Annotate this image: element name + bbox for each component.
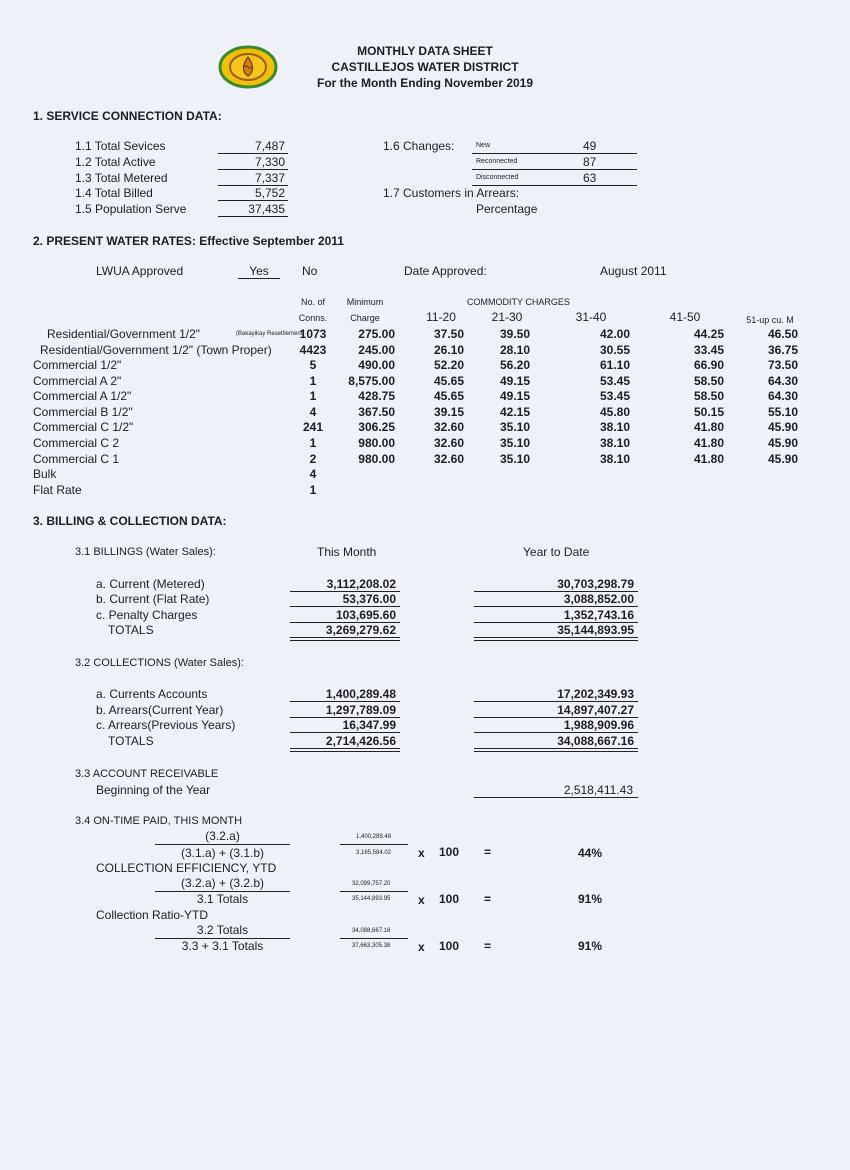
ytd-value: 14,897,407.27 (557, 703, 634, 717)
month-value: 1,297,789.09 (325, 703, 396, 717)
label: 1.2 Total Active (75, 155, 156, 169)
commodity-value: 32.60 (433, 436, 464, 450)
value: 49 (583, 139, 597, 153)
commodity-value: 49.15 (499, 374, 530, 388)
conns-value: 5 (309, 358, 317, 372)
col-header: 21-30 (491, 310, 523, 324)
subheading: 3.1 BILLINGS (Water Sales): (75, 546, 216, 558)
col-header: Year to Date (523, 545, 590, 559)
commodity-value: 52.20 (433, 358, 464, 372)
subheading: 3.4 ON-TIME PAID, THIS MONTH (75, 815, 243, 827)
month-value: 3,269,279.62 (325, 623, 396, 637)
commodity-value: 45.90 (767, 452, 798, 466)
formula-denominator: 3.3 + 3.1 Totals (181, 939, 264, 953)
value: 7,337 (254, 171, 285, 185)
subheading: 3.2 COLLECTIONS (Water Sales): (75, 657, 244, 669)
ytd-value: 17,202,349.93 (557, 687, 634, 701)
min-charge-value: 306.25 (358, 420, 395, 434)
formula-denominator: 3.1 Totals (196, 892, 249, 906)
row-label: c. Arrears(Previous Years) (96, 718, 236, 732)
sheet-title: MONTHLY DATA SHEET (357, 44, 493, 58)
rate-class: Commercial C 1/2" (33, 420, 134, 434)
row-label: b. Arrears(Current Year) (96, 703, 224, 717)
rate-class: Bulk (33, 467, 57, 481)
commodity-value: 58.50 (693, 374, 724, 388)
commodity-value: 46.50 (767, 327, 798, 341)
ytd-value: 35,144,893.95 (557, 623, 634, 637)
commodity-value: 42.00 (599, 327, 630, 341)
month-value: 103,695.60 (335, 608, 396, 622)
min-charge-value: 980.00 (358, 452, 395, 466)
row-label: a. Current (Metered) (96, 577, 205, 591)
label: LWUA Approved (96, 264, 184, 278)
section-heading: 1. SERVICE CONNECTION DATA: (33, 109, 222, 123)
commodity-value: 38.10 (599, 452, 630, 466)
rule-line (290, 732, 400, 733)
conns-value: 1 (309, 483, 317, 497)
rate-class: Commercial 1/2" (33, 358, 122, 372)
section-heading: 3. BILLING & COLLECTION DATA: (33, 514, 227, 528)
org-name: CASTILLEJOS WATER DISTRICT (331, 60, 519, 74)
col-header: 51-up cu. M (746, 315, 794, 325)
equals-sign: = (484, 892, 492, 906)
rate-class-note: (Bakayikay Resettlement) (236, 331, 305, 337)
value: August 2011 (600, 264, 667, 278)
label: 1.5 Population Serve (75, 202, 187, 216)
value: 34,088,667.16 (352, 928, 391, 934)
value: 7,487 (254, 139, 285, 153)
ytd-value: 34,088,667.16 (557, 734, 634, 748)
option-yes: Yes (238, 264, 280, 279)
commodity-value: 30.55 (599, 343, 630, 357)
commodity-value: 26.10 (433, 343, 464, 357)
multiply-sign: x (418, 893, 425, 907)
value: 3,165,584.02 (356, 850, 392, 856)
conns-value: 4423 (299, 343, 327, 357)
commodity-value: 41.80 (693, 452, 724, 466)
value: 5,752 (254, 186, 285, 200)
commodity-value: 38.10 (599, 436, 630, 450)
commodity-value: 32.60 (433, 452, 464, 466)
rule-line (290, 637, 400, 641)
subheading: 3.3 ACCOUNT RECEIVABLE (75, 768, 219, 780)
col-header: Conns. (298, 313, 328, 323)
rule-line (474, 732, 638, 733)
min-charge-value: 245.00 (358, 343, 395, 357)
col-header: 41-50 (669, 310, 701, 324)
conns-value: 4 (309, 467, 317, 481)
label: New (476, 142, 491, 149)
rate-class: Commercial A 1/2" (33, 389, 132, 403)
value: 32,099,757.20 (352, 881, 391, 887)
min-charge-value: 8,575.00 (348, 374, 395, 388)
commodity-value: 58.50 (693, 389, 724, 403)
label: 1.7 Customers in Arrears: (383, 186, 520, 200)
min-charge-value: 980.00 (358, 436, 395, 450)
rate-class: Commercial C 1 (33, 452, 120, 466)
col-header: Charge (350, 313, 380, 323)
label: 1.6 Changes: (383, 139, 455, 153)
result: 91% (578, 939, 603, 953)
label: 1.1 Total Sevices (75, 139, 166, 153)
commodity-value: 53.45 (599, 389, 630, 403)
rate-class: Commercial B 1/2" (33, 405, 133, 419)
commodity-value: 66.90 (693, 358, 724, 372)
value: 2,518,411.43 (563, 783, 633, 797)
month-value: 53,376.00 (342, 592, 396, 606)
commodity-value: 33.45 (693, 343, 724, 357)
rule-line (474, 606, 638, 607)
label: 1.4 Total Billed (75, 186, 153, 200)
value: 100 (439, 939, 460, 953)
commodity-value: 64.30 (767, 374, 798, 388)
col-header: This Month (317, 545, 377, 559)
row-label: c. Penalty Charges (96, 608, 198, 622)
value: 100 (439, 892, 460, 906)
label: Date Approved: (404, 264, 487, 278)
commodity-value: 35.10 (499, 452, 530, 466)
commodity-value: 73.50 (767, 358, 798, 372)
value: 100 (439, 845, 460, 859)
conns-value: 1 (309, 436, 317, 450)
formula-numerator: (3.2.a) (205, 829, 240, 843)
month-value: 3,112,208.02 (326, 577, 396, 591)
min-charge-value: 490.00 (358, 358, 395, 372)
month-value: 2,714,426.56 (325, 734, 396, 748)
rule-line (290, 748, 400, 752)
label: Reconnected (476, 158, 518, 165)
commodity-value: 50.15 (693, 405, 724, 419)
conns-value: 1073 (299, 327, 327, 341)
commodity-value: 39.15 (433, 405, 464, 419)
formula-numerator: 3.2 Totals (196, 923, 249, 937)
commodity-value: 35.10 (499, 436, 530, 450)
col-header: 11-20 (426, 310, 456, 324)
value: 35,144,893.95 (352, 896, 391, 902)
rule-line (290, 606, 400, 607)
label: Disconnected (476, 174, 519, 181)
value: 7,330 (254, 155, 285, 169)
ytd-value: 1,352,743.16 (563, 608, 634, 622)
period: For the Month Ending November 2019 (316, 76, 534, 90)
commodity-value: 32.60 (433, 420, 464, 434)
commodity-value: 56.20 (499, 358, 530, 372)
col-header: 31-40 (575, 310, 607, 324)
label: Beginning of the Year (96, 783, 211, 797)
row-label: a. Currents Accounts (96, 687, 208, 701)
commodity-value: 45.90 (767, 420, 798, 434)
commodity-value: 45.65 (433, 389, 464, 403)
value: 87 (583, 155, 597, 169)
multiply-sign: x (418, 846, 425, 860)
commodity-value: 55.10 (767, 405, 798, 419)
commodity-value: 61.10 (599, 358, 630, 372)
subheading: Collection Ratio-YTD (96, 908, 209, 922)
rate-class: Commercial C 2 (33, 436, 120, 450)
equals-sign: = (484, 845, 492, 859)
conns-value: 241 (302, 420, 324, 434)
row-label: TOTALS (108, 623, 154, 637)
rate-class: Flat Rate (33, 483, 82, 497)
rule-line (290, 701, 400, 702)
commodity-value: 42.15 (499, 405, 530, 419)
col-header: COMMODITY CHARGES (467, 297, 570, 307)
value: 63 (583, 171, 597, 185)
commodity-value: 37.50 (433, 327, 464, 341)
option-no: No (302, 264, 318, 278)
conns-value: 1 (309, 389, 317, 403)
commodity-value: 45.90 (767, 436, 798, 450)
row-label: TOTALS (108, 734, 154, 748)
commodity-value: 35.10 (499, 420, 530, 434)
commodity-value: 38.10 (599, 420, 630, 434)
result: 91% (578, 892, 603, 906)
row-label: b. Current (Flat Rate) (96, 592, 210, 606)
formula-numerator: (3.2.a) + (3.2.b) (180, 876, 265, 890)
conns-value: 2 (309, 452, 317, 466)
label: Percentage (476, 202, 538, 216)
min-charge-value: 275.00 (358, 327, 395, 341)
commodity-value: 36.75 (767, 343, 798, 357)
equals-sign: = (484, 939, 492, 953)
rate-class: Residential/Government 1/2" (47, 327, 201, 341)
multiply-sign: x (418, 940, 425, 954)
rate-class: Commercial A 2" (33, 374, 122, 388)
min-charge-value: 367.50 (358, 405, 395, 419)
ytd-value: 3,088,852.00 (563, 592, 634, 606)
ytd-value: 1,988,909.96 (563, 718, 634, 732)
formula-denominator: (3.1.a) + (3.1.b) (180, 846, 265, 860)
commodity-value: 28.10 (499, 343, 530, 357)
water-district-logo (218, 45, 278, 89)
col-header: Minimum (346, 297, 384, 307)
min-charge-value: 428.75 (358, 389, 395, 403)
commodity-value: 64.30 (767, 389, 798, 403)
conns-value: 1 (309, 374, 317, 388)
commodity-value: 49.15 (499, 389, 530, 403)
commodity-value: 39.50 (499, 327, 530, 341)
conns-value: 4 (309, 405, 317, 419)
rule-line (474, 637, 638, 641)
ytd-value: 30,703,298.79 (557, 577, 634, 591)
commodity-value: 41.80 (693, 436, 724, 450)
result: 44% (578, 846, 603, 860)
rule-line (474, 701, 638, 702)
month-value: 16,347.99 (342, 718, 396, 732)
rule-line (474, 748, 638, 752)
value: 37,663,305.38 (352, 943, 391, 949)
month-value: 1,400,289.48 (325, 687, 396, 701)
section-heading: 2. PRESENT WATER RATES: Effective September 2011 (33, 234, 344, 248)
rate-class: Residential/Government 1/2" (Town Proper) (40, 343, 272, 357)
commodity-value: 44.25 (693, 327, 724, 341)
label: 1.3 Total Metered (75, 171, 168, 185)
subheading: COLLECTION EFFICIENCY, YTD (96, 861, 277, 875)
col-header: No. of (300, 297, 325, 307)
value: 37,435 (248, 202, 285, 216)
commodity-value: 53.45 (599, 374, 630, 388)
commodity-value: 41.80 (693, 420, 724, 434)
commodity-value: 45.65 (433, 374, 464, 388)
commodity-value: 45.80 (599, 405, 630, 419)
value: 1,400,289.48 (356, 834, 392, 840)
